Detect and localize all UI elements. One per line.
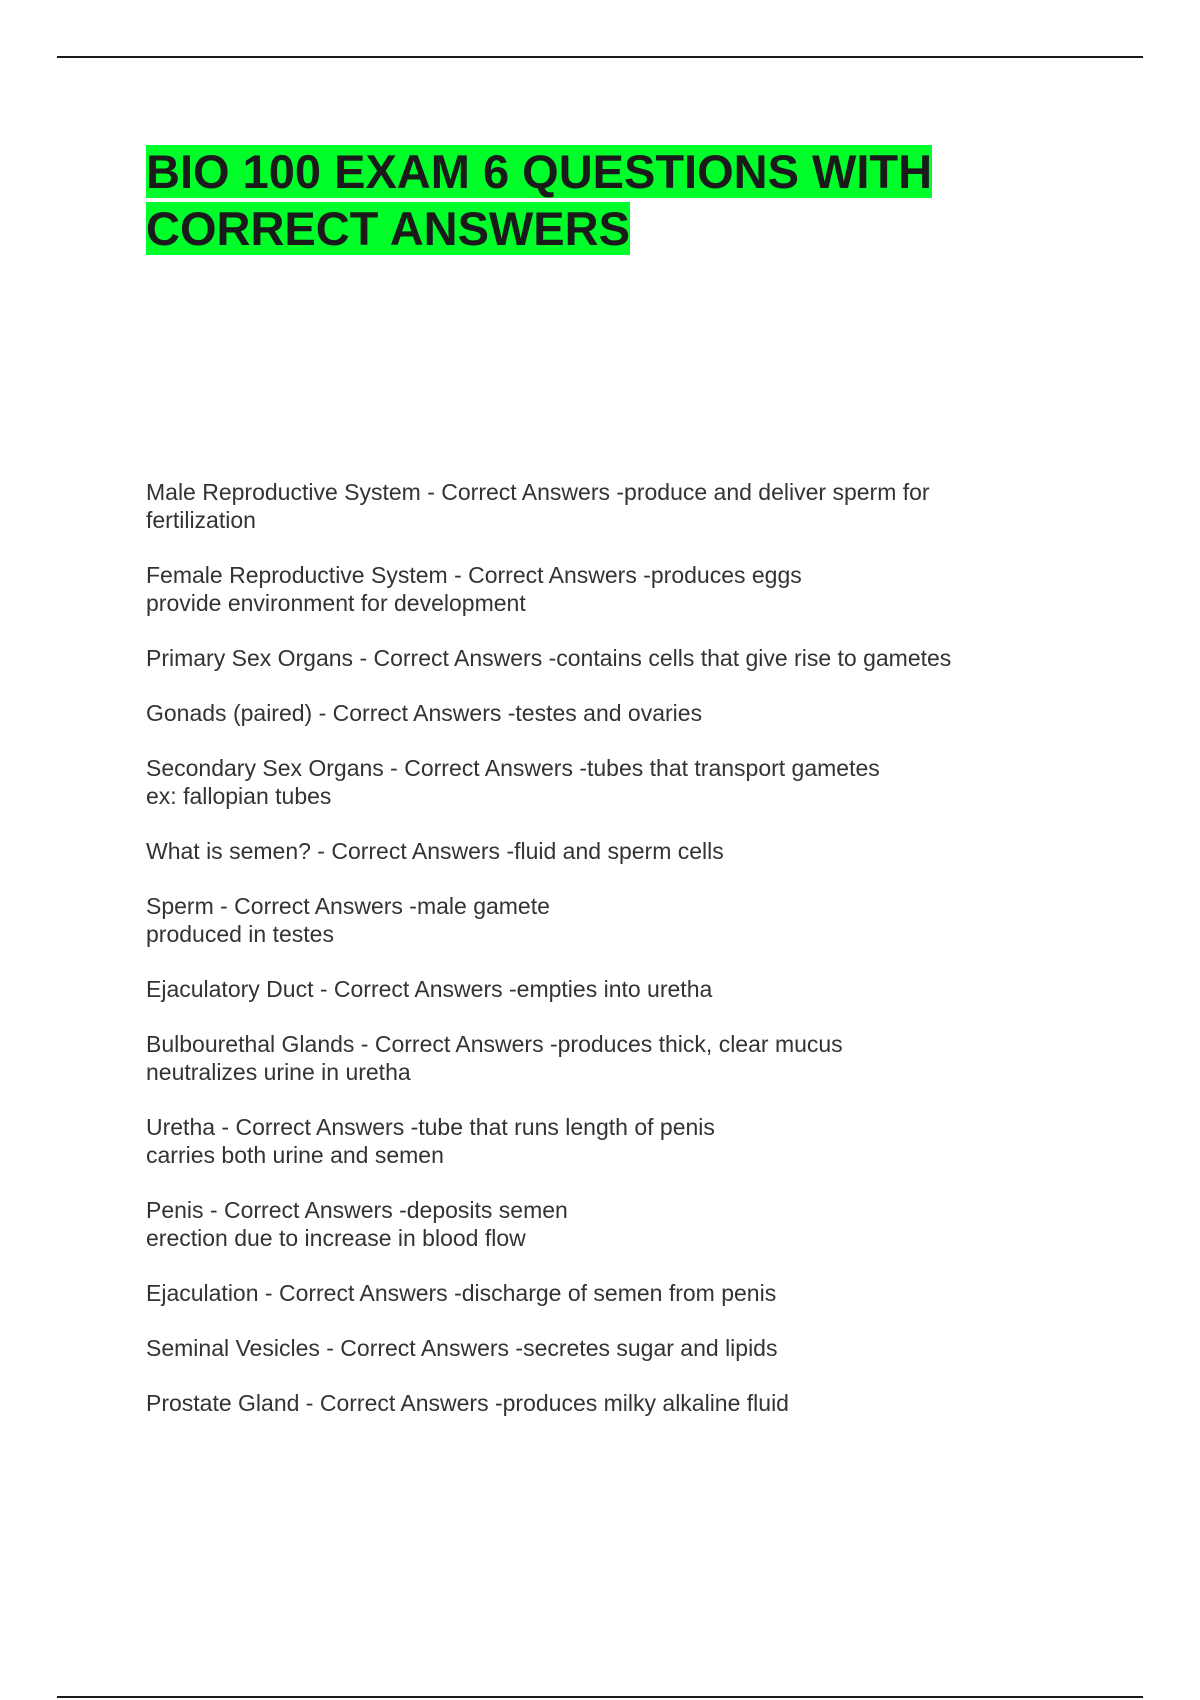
bottom-rule xyxy=(57,1696,1143,1698)
list-item: Ejaculation - Correct Answers -discharge of semen from penis xyxy=(146,1280,777,1306)
document-title xyxy=(146,143,1006,257)
list-item: Gonads (paired) - Correct Answers -testes and ovaries xyxy=(146,700,703,726)
question-answer-list xyxy=(146,478,1046,1444)
list-item: Penis - Correct Answers -deposits semen erection due to increase in blood flow xyxy=(146,1197,568,1251)
list-item: Bulbourethal Glands - Correct Answers -produces thick, clear mucus neutralizes urine in uretha xyxy=(146,1031,843,1085)
list-item: Prostate Gland - Correct Answers -produces milky alkaline fluid xyxy=(146,1390,789,1416)
list-item: Female Reproductive System - Correct Answers -produces eggs provide environment for development xyxy=(146,562,802,616)
list-item: Sperm - Correct Answers -male gamete produced in testes xyxy=(146,893,550,947)
list-item: Ejaculatory Duct - Correct Answers -empties into uretha xyxy=(146,976,713,1002)
list-item: Secondary Sex Organs - Correct Answers -tubes that transport gametes ex: fallopian tubes xyxy=(146,755,880,809)
list-item: Seminal Vesicles - Correct Answers -secretes sugar and lipids xyxy=(146,1335,778,1361)
list-item: Uretha - Correct Answers -tube that runs length of penis carries both urine and semen xyxy=(146,1114,715,1168)
list-item: What is semen? - Correct Answers -fluid and sperm cells xyxy=(146,838,724,864)
list-item: Primary Sex Organs - Correct Answers -contains cells that give rise to gametes xyxy=(146,645,952,671)
list-item: Male Reproductive System - Correct Answers -produce and deliver sperm for fertilization xyxy=(146,479,930,533)
top-rule xyxy=(57,56,1143,58)
document-title-text: BIO 100 EXAM 6 QUESTIONS WITH CORRECT ANSWERS xyxy=(146,145,933,255)
